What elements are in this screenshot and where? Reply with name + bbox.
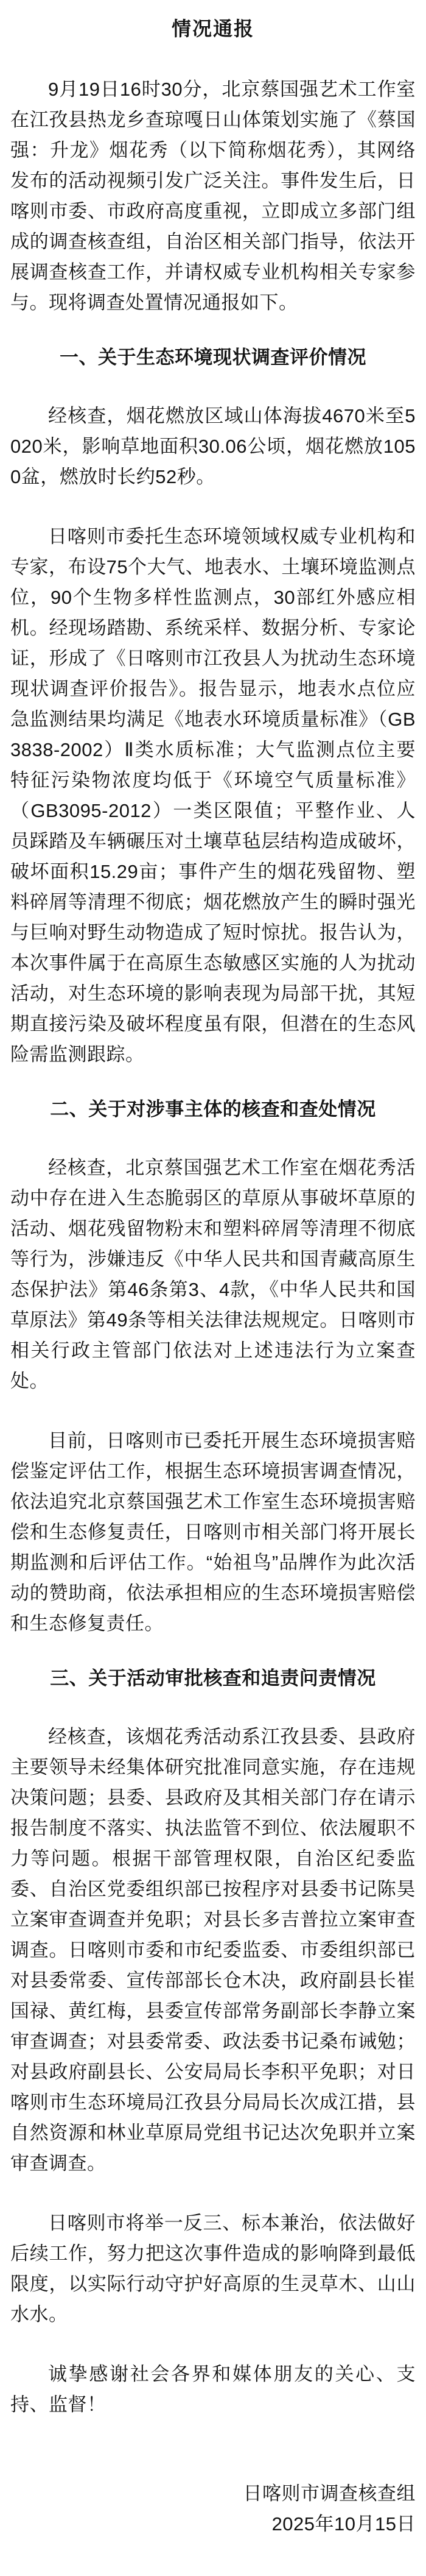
section-2-paragraph-2: 目前，日喀则市已委托开展生态环境损害赔偿鉴定评估工作，根据生态环境损害调查情况，依法追究北京蔡国强艺术工作室生态环境损害赔偿和生态修复责任，日喀则市相关部门将开展长期监测和后评估工作。“始祖鸟”品牌作为此次活动的赞助商，依法承担相应的生态环境损害赔偿和生态修复责任。: [10, 1430, 416, 1634]
intro-paragraph: 9月19日16时30分，北京蔡国强艺术工作室在江孜县热龙乡查琼嘎日山体策划实施了《蔡国强：升龙》烟花秀（以下简称烟花秀），其网络发布的活动视频引发广泛关注。事件发生后，日喀则市委、市政府高度重视，立即成立多部门组成的调查核查组，自治区相关部门指导，依法开展调查核查工作，并请权威专业机构相关专家参与。现将调查处置情况通报如下。: [10, 79, 416, 313]
signature-date: 2025年10月15日: [271, 2513, 416, 2535]
section-2-heading: 二、关于对涉事主体的核查和查处情况: [50, 1099, 376, 1120]
signature-block: [10, 2479, 416, 2539]
section-3-heading: 三、关于活动审批核查和追责问责情况: [50, 1668, 376, 1689]
section-2-paragraph-1: 经核查，北京蔡国强艺术工作室在烟花秀活动中存在进入生态脆弱区的草原从事破坏草原的活动、烟花残留物粉末和塑料碎屑等清理不彻底等行为，涉嫌违反《中华人民共和国青藏高原生态保护法》第46条第3、4款，《中华人民共和国草原法》第49条等相关法律法规规定。日喀则市相关行政主管部门依法对上述违法行为立案查处。: [10, 1157, 416, 1392]
section-1-paragraph-1: 经核查，烟花燃放区域山体海拔4670米至5020米，影响草地面积30.06公顷，烟花燃放1050盆，燃放时长约52秒。: [10, 405, 416, 487]
closing-paragraph: 诚挚感谢社会各界和媒体朋友的关心、支持、监督！: [10, 2363, 416, 2415]
section-3-paragraph-1: 经核查，该烟花秀活动系江孜县委、县政府主要领导未经集体研究批准同意实施，存在违规决策问题；县委、县政府及其相关部门存在请示报告制度不落实、执法监管不到位、依法履职不力等问题。根据干部管理权限，自治区纪委监委、自治区党委组织部已按程序对县委书记陈昊立案审查调查并免职；对县长多吉普拉立案审查调查。日喀则市委和市纪委监委、市委组织部已对县委常委、宣传部部长仓木决，政府副县长崔国禄、黄红梅，县委宣传部常务副部长李静立案审查调查；对县委常委、政法委书记桑布诫勉；对县政府副县长、公安局局长李积平免职；对日喀则市生态环境局江孜县分局局长次成江措，县自然资源和林业草原局党组书记达次免职并立案审查调查。: [10, 1726, 416, 2174]
document-title: 情况通报: [171, 18, 254, 40]
section-1-heading: 一、关于生态环境现状调查评价情况: [60, 347, 366, 368]
section-3-paragraph-2: 日喀则市将举一反三、标本兼治，依法做好后续工作，努力把这次事件造成的影响降到最低限度，以实际行动守护好高原的生灵草木、山山水水。: [10, 2212, 416, 2325]
section-1-paragraph-2: 日喀则市委托生态环境领域权威专业机构和专家，布设75个大气、地表水、土壤环境监测点位，90个生物多样性监测点，30部红外感应相机。经现场踏勘、系统采样、数据分析、专家论证，形成了《日喀则市江孜县人为扰动生态环境现状调查评价报告》。报告显示，地表水点位应急监测结果均满足《地表水环境质量标准》（GB3838-2002）Ⅱ类水质标准；大气监测点位主要特征污染物浓度均低于《环境空气质量标准》（GB3095-2012）一类区限值；平整作业、人员踩踏及车辆碾压对土壤草毡层结构造成破坏，破坏面积15.29亩；事件产生的烟花残留物、塑料碎屑等清理不彻底；烟花燃放产生的瞬时强光与巨响对野生动物造成了短时惊扰。报告认为，本次事件属于在高原生态敏感区实施的人为扰动活动，对生态环境的影响表现为局部干扰，其短期直接污染及破坏程度虽有限，但潜在的生态风险需监测跟踪。: [10, 526, 416, 1065]
signature-org: 日喀则市调查核查组: [243, 2483, 416, 2504]
